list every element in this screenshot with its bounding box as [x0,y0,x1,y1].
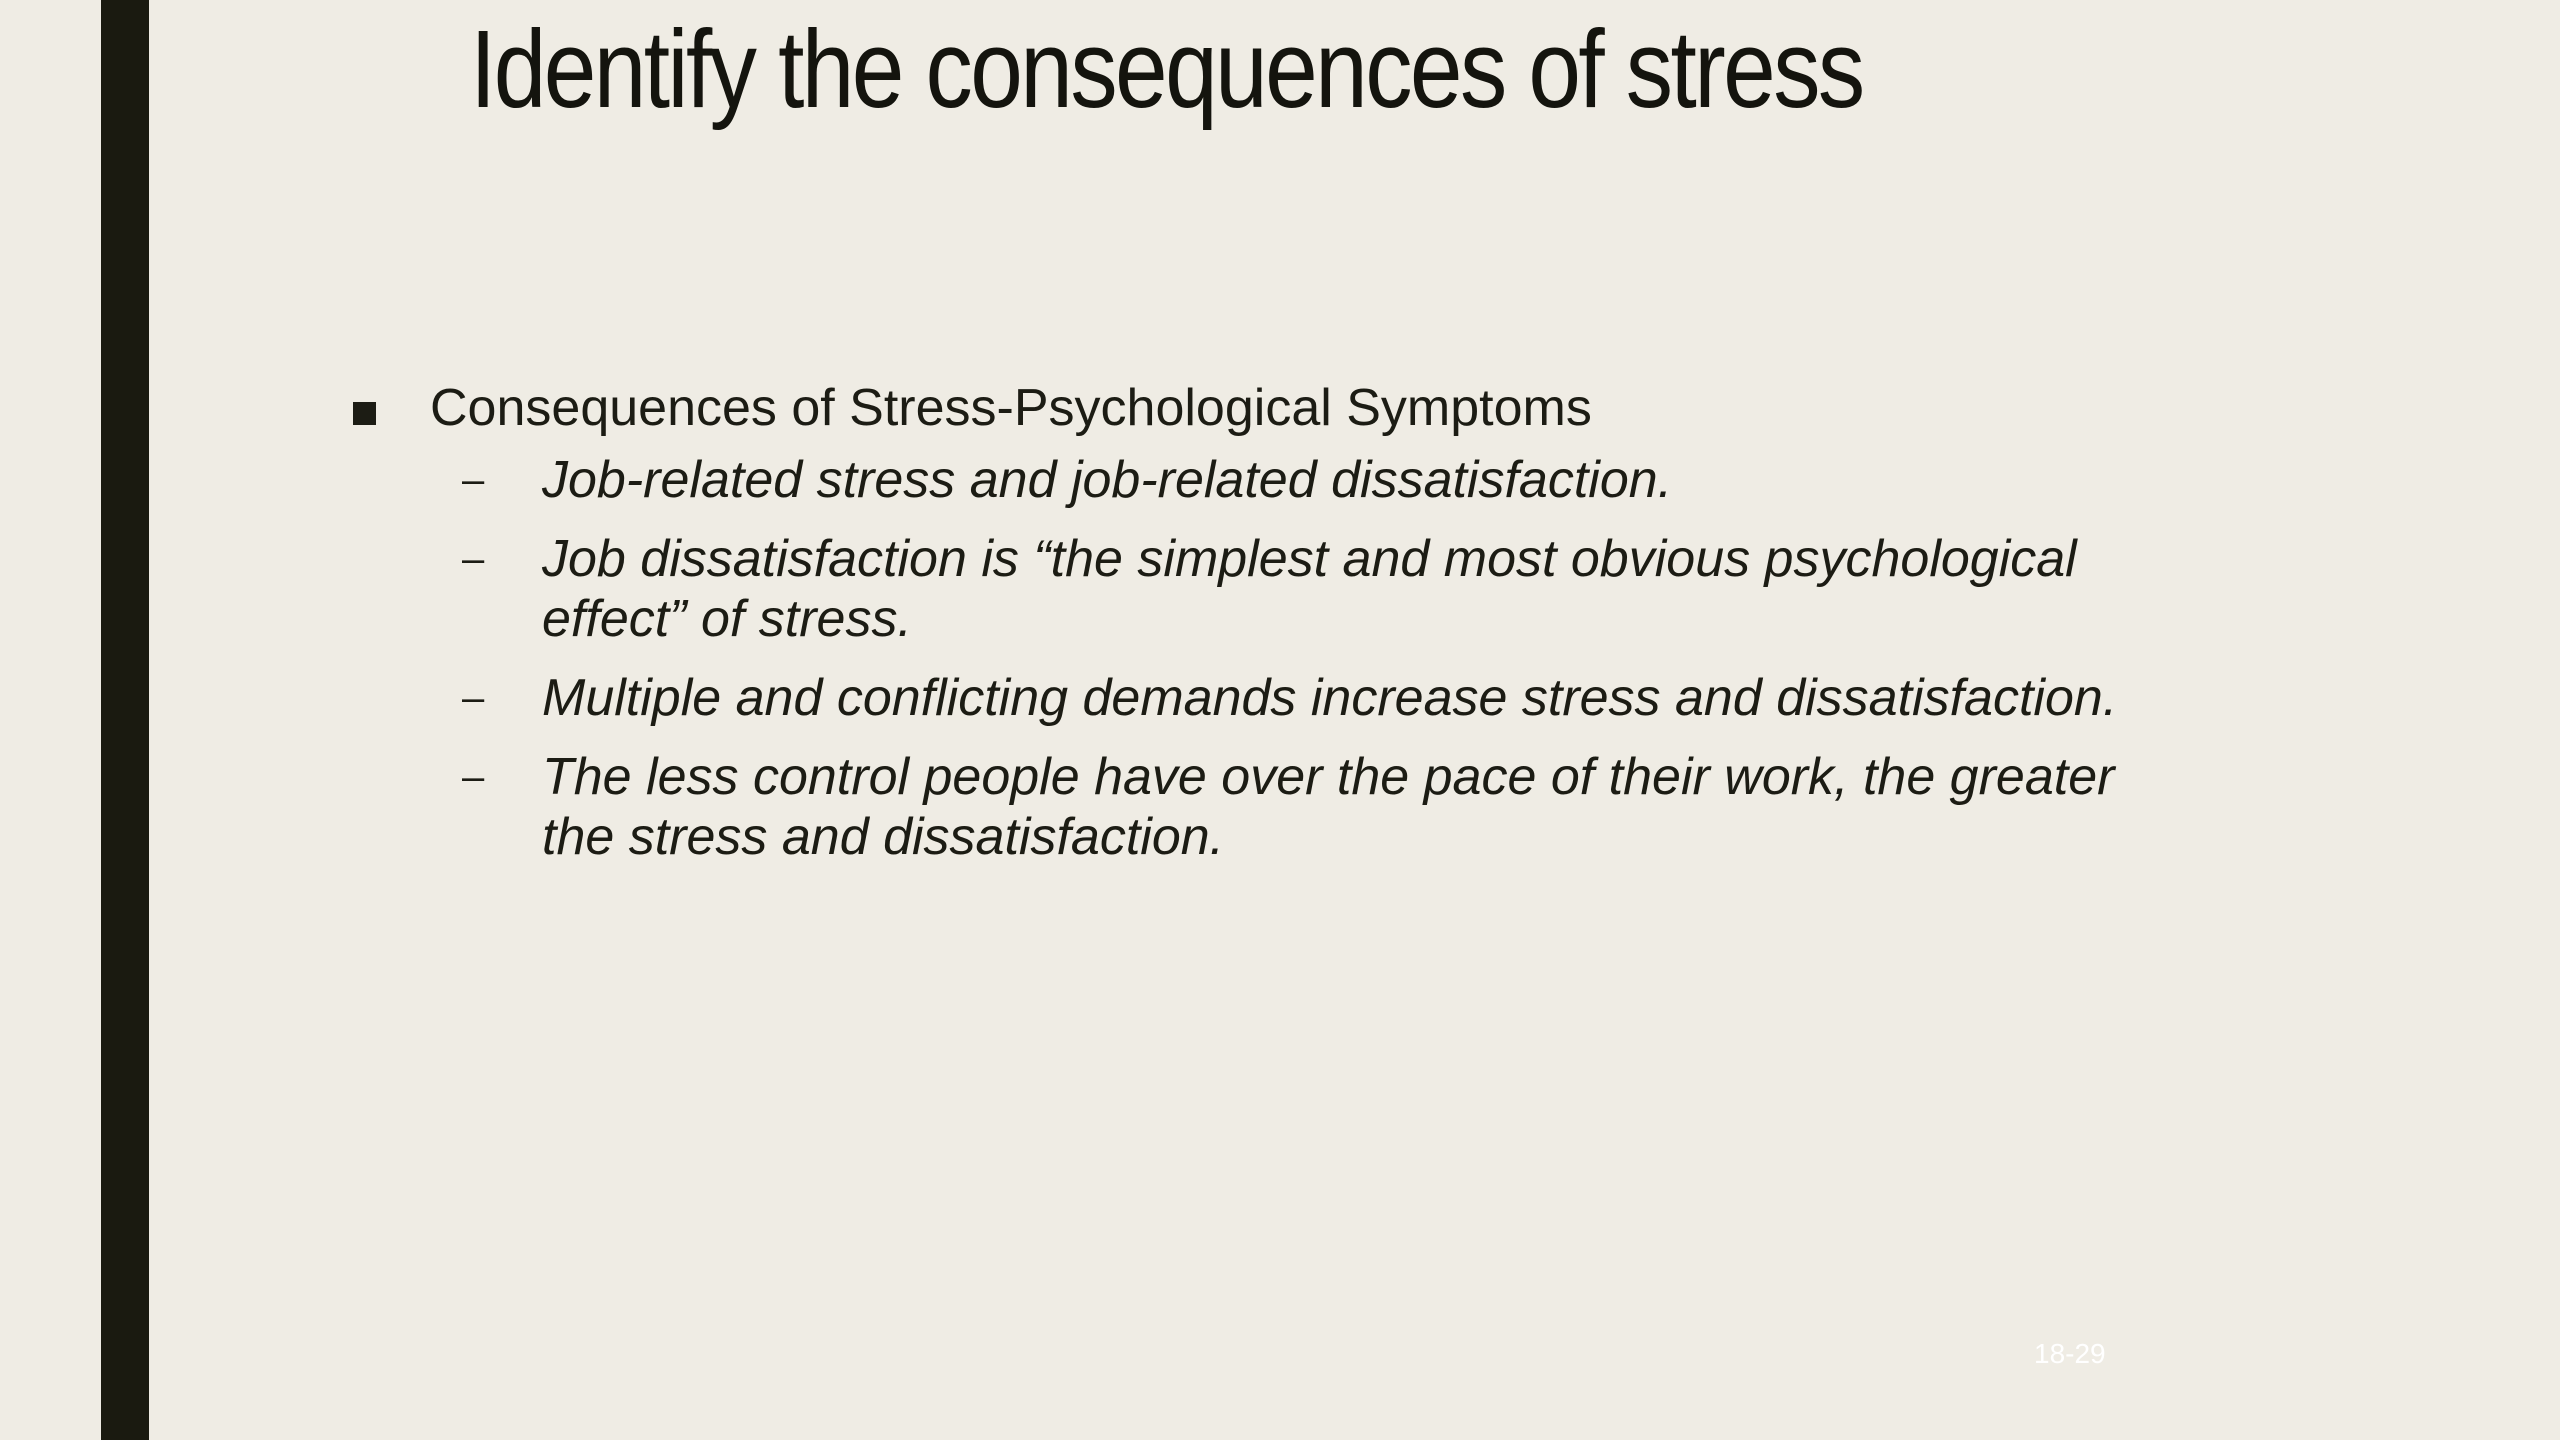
bullet-text: Consequences of Stress-Psychological Symptoms [430,379,1592,437]
slide-content [350,372,2250,867]
dash-bullet-icon: – [462,537,485,581]
sub-bullet-item [350,529,2250,649]
dash-bullet-icon: – [462,755,485,799]
bullet-item [350,372,2250,444]
sub-bullet-text: Job-related stress and job-related dissatisfaction. [542,451,1673,509]
sub-bullet-item [350,747,2250,867]
dash-bullet-icon: – [462,676,485,720]
dash-bullet-icon: – [462,458,485,502]
sub-bullet-item [350,450,2250,510]
sub-bullet-text: Multiple and conflicting demands increase stress and dissatisfaction. [542,669,2118,727]
page-number: 18-29 [2034,1338,2106,1369]
slide-title: Identify the consequences of stress [470,8,1863,131]
sub-bullet-text: The less control people have over the pace of their work, the greater the stress and dissatisfaction. [542,748,2115,866]
square-bullet-icon [350,372,430,444]
sub-bullet-text: Job dissatisfaction is “the simplest and most obvious psychological effect” of stress. [542,530,2077,648]
sub-bullet-list [350,450,2250,867]
sub-bullet-item [350,668,2250,728]
accent-bar [101,0,149,1440]
